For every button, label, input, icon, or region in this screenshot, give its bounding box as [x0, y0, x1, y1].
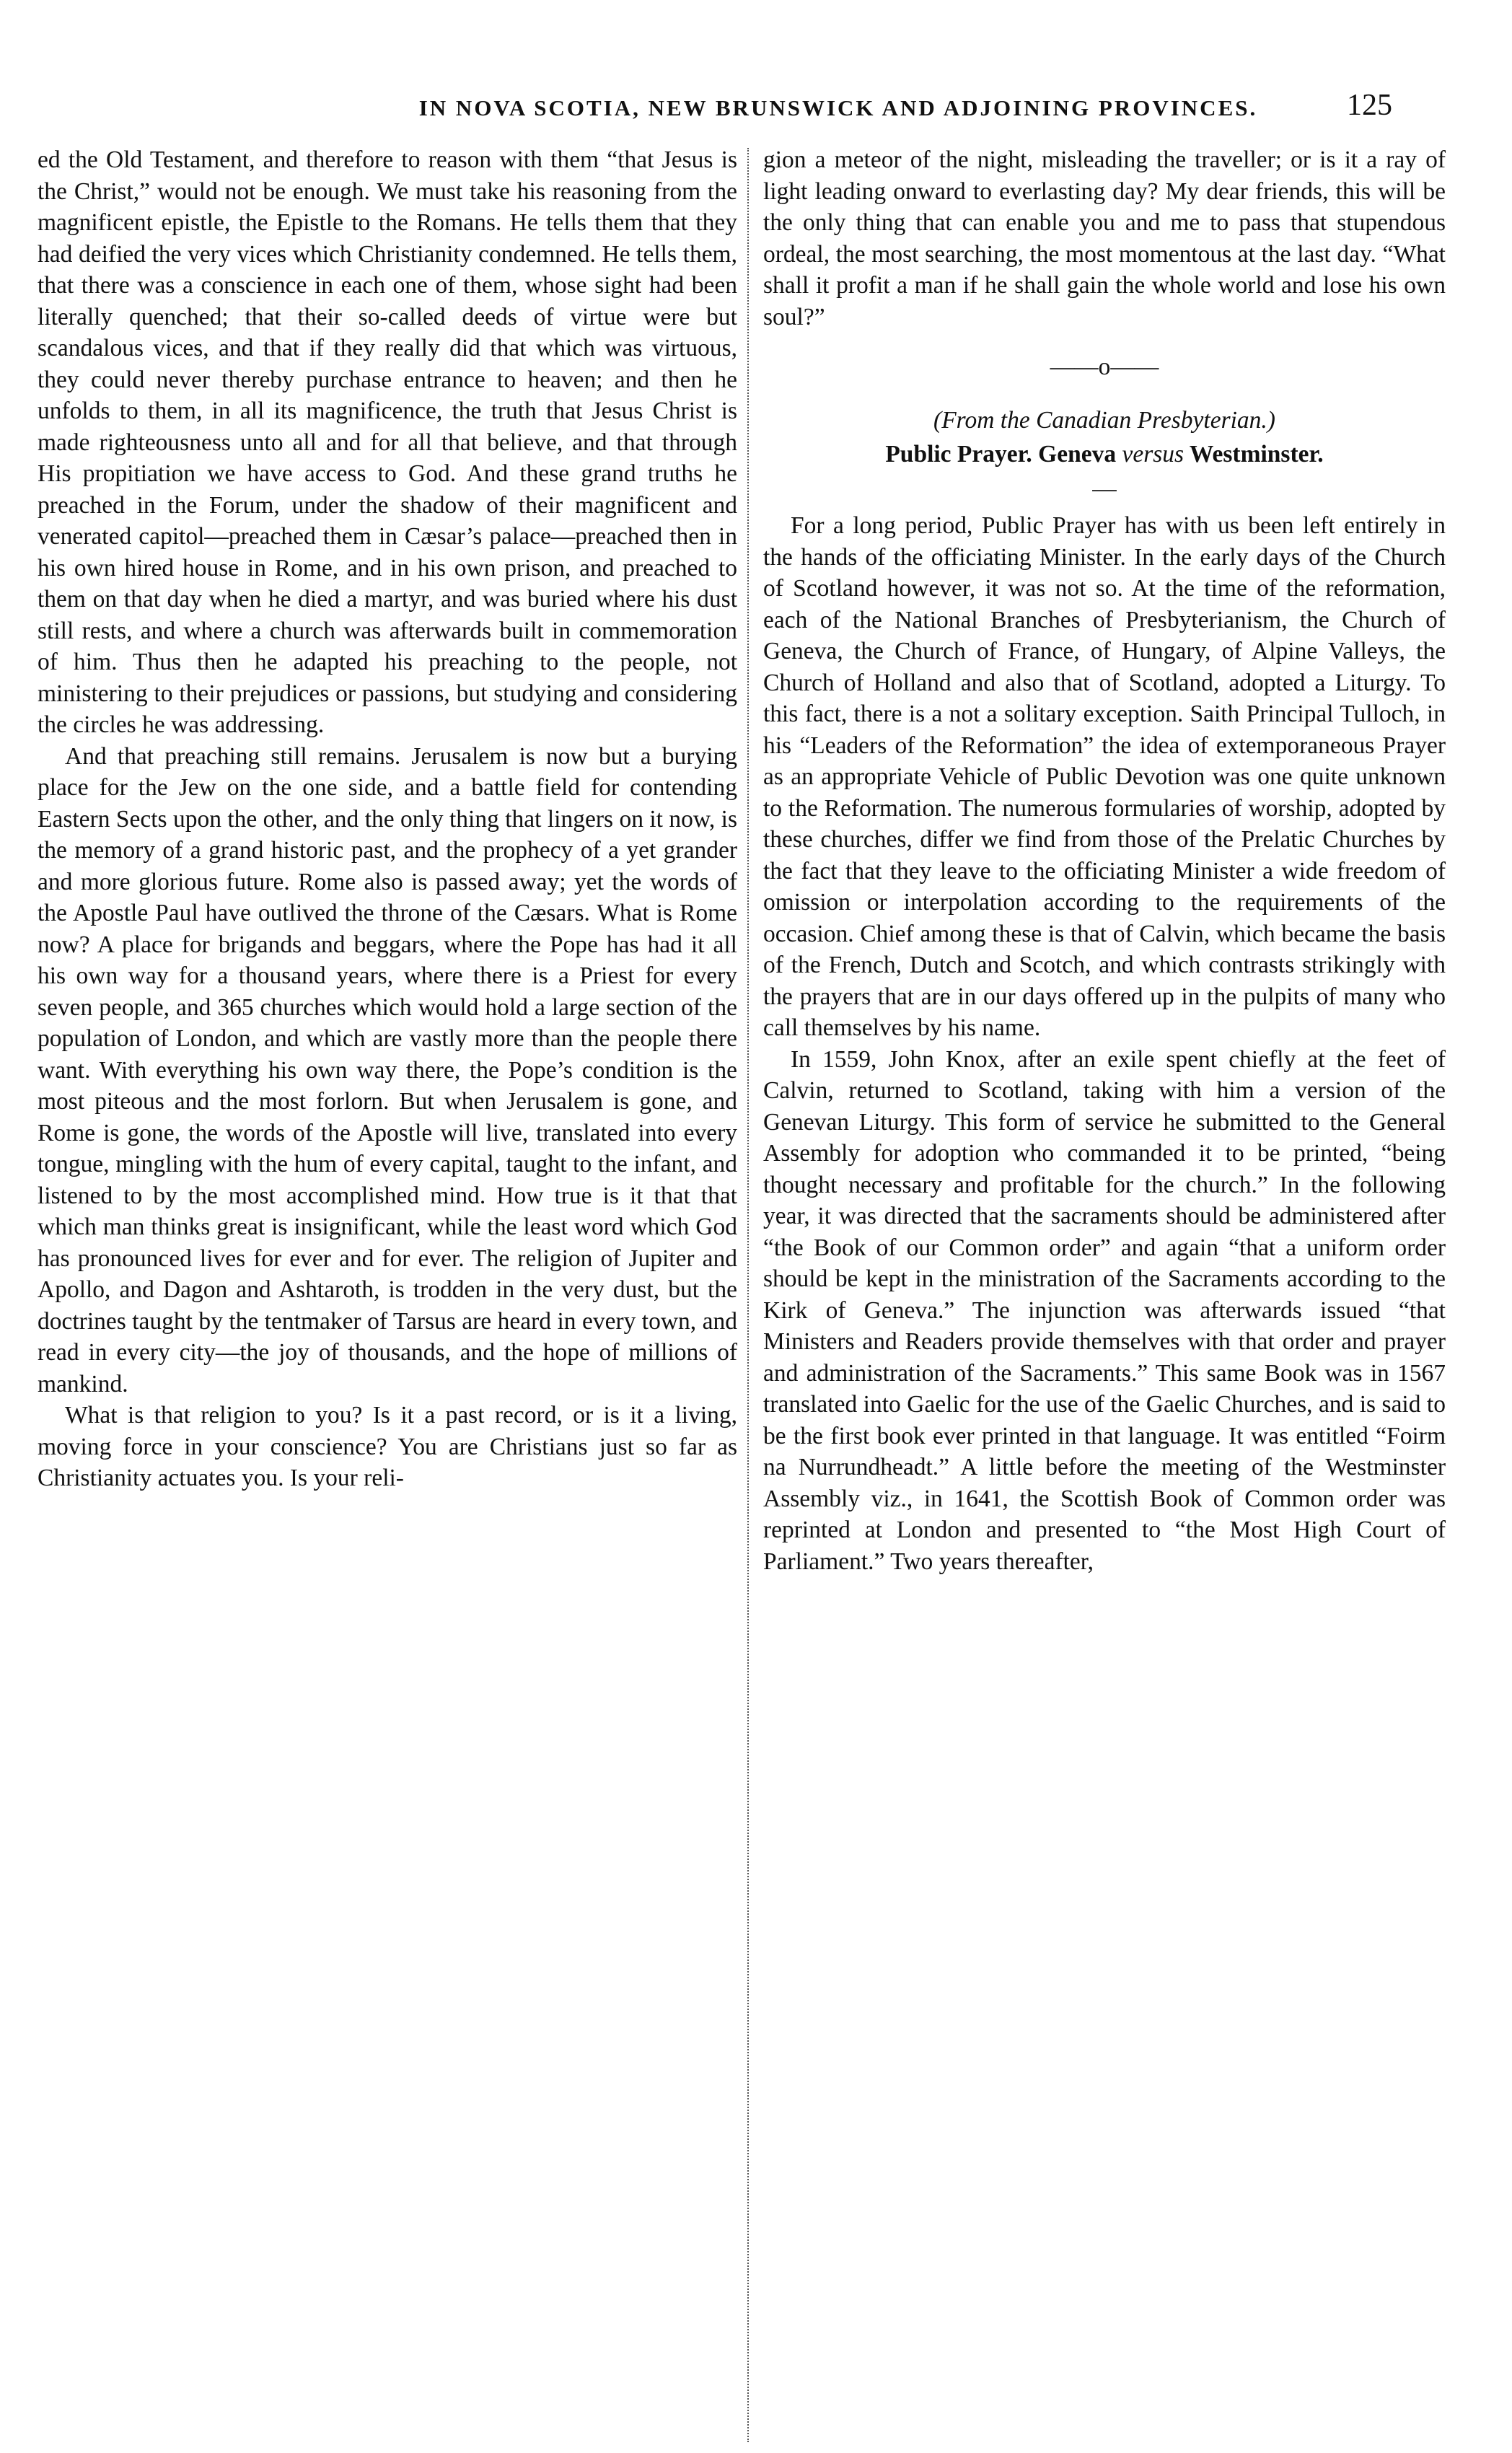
right-column — [763, 144, 1446, 1577]
paragraph: For a long period, Public Prayer has with us been left entirely in the hands of the officiating Minister. In the early days of the Church of Scotland however, it was not so. At the time of the reformation, each of the National Branches of Presbyterianism, the Church of Geneva, the Church of France, of Hungary, of Alpine Valleys, the Church of Holland and also that of Scotland, adopted a Liturgy. To this fact, there is a not a solitary exception. Saith Principal Tulloch, in his “Leaders of the Reformation” the idea of extemporaneous Prayer as an appropriate Vehicle of Public Devotion was one quite unknown to the Reformation. The numerous formularies of worship, adopted by these churches, differ we find from those of the Prelatic Churches by the fact that they leave to the officiating Minister a wide freedom of omission or interpolation according to the requirements of the occasion. Chief among these is that of Calvin, which became the basis of the French, Dutch and Scotch, and which contrasts strikingly with the prayers that are in our days offered up in the pulpits of many who call themselves by his name. — [763, 512, 1446, 1041]
running-title: IN NOVA SCOTIA, NEW BRUNSWICK AND ADJOINING PROVINCES. — [418, 95, 1258, 120]
heading-text: Westminster. — [1184, 441, 1324, 468]
heading-text: Public Prayer. Geneva — [885, 441, 1122, 468]
heading-rule: — — [1092, 475, 1117, 502]
paragraph: And that preaching still remains. Jerusalem is now but a burying place for the Jew on the one side, and a battle field for contending Eastern Sects upon the other, and the only thing that lingers on it now, is the memory of a grand historic past, and the prophecy of a yet grander and more glorious future. Rome also is passed away; yet the words of the Apostle Paul have outlived the throne of the Cæsars. What is Rome now? A place for brigands and beggars, where the Pope has had it all his own way for a thousand years, where there is a Priest for every seven people, and 365 churches which would hold a large section of the population of London, and which are vastly more than the people there want. With everything his own way there, the Pope’s condition is the most piteous and the most forlorn. But when Jerusalem is gone, and Rome is gone, the words of the Apostle will live, translated into every tongue, mingling with the hum of every capital, taught to the infant, and listened to by the most accomplished mind. How true is it that that which man thinks great is insignificant, while the least word which God has pronounced lives for ever and for ever. The religion of Jupiter and Apollo, and Dagon and Ashtaroth, is trodden in the very dust, but the doctrines taught by the tentmaker of Tarsus are heard in every town, and read in every city—the joy of thousands, and the hope of millions of mankind. — [38, 742, 737, 1397]
column-divider — [747, 148, 749, 2442]
page-number: 125 — [1347, 89, 1392, 122]
paragraph: gion a meteor of the night, misleading the traveller; or is it a ray of light leading onward to everlasting day? My dear friends, this will be the only thing that can enable you and me to pass that stupendous ordeal, the most searching, the most momentous at the last day. “What shall it profit a man if he shall gain the whole world and lose his own soul?” — [763, 146, 1446, 330]
article-source: (From the Canadian Presbyterian.) — [933, 406, 1275, 434]
section-divider: ——o—— — [1050, 354, 1159, 380]
paragraph: In 1559, John Knox, after an exile spent chiefly at the feet of Calvin, returned to Scotland, taking with him a version of the Genevan Liturgy. This form of service he submitted to the General Assembly for adoption who commanded it to be printed, “being thought necessary and profitable for the church.” In the following year, it was directed that the sacraments should be administered after “the Book of our Common order” and again “that a uniform order should be kept in the ministration of the Sacraments according to the Kirk of Geneva.” The injunction was afterwards issued “that Ministers and Readers provide themselves with that order and prayer and administration of the Sacraments.” This same Book was in 1567 translated into Gaelic for the use of the Gaelic Churches, and is said to be the first book ever printed in that language. It was entitled “Foirm na Nurrundheadt.” A little before the meeting of the Westminster Assembly viz., in 1641, the Scottish Book of Common order was reprinted at London and presented to “the Most High Court of Parliament.” Two years thereafter, — [763, 1045, 1446, 1575]
article-heading — [763, 439, 1446, 470]
paragraph: What is that religion to you? Is it a past record, or is it a living, moving force in your conscience? You are Christians just so far as Christianity actuates you. Is your reli- — [38, 1402, 737, 1491]
heading-versus: versus — [1122, 441, 1184, 468]
left-column — [38, 144, 737, 1494]
paragraph: ed the Old Testament, and therefore to reason with them “that Jesus is the Christ,” would not be enough. We must take his reasoning from the magnificent epistle, the Epistle to the Romans. He tells them that they had deified the very vices which Christianity condemned. He tells them, that there was a conscience in each one of them, whose sight had been literally quenched; that their so-called deeds of virtue were but scandalous vices, and that if they really did that which was virtuous, they could never thereby purchase entrance to heaven; and then he unfolds to them, in all its magnificence, the truth that Jesus Christ is made righteousness unto all and for all that believe, and that through His propitiation we have access to God. And these grand truths he preached in the Forum, under the shadow of their magnificent and venerated capitol—preached them in Cæsar’s palace—preached then in his own hired house in Rome, and in his own prison, and preached to them on that day when he died a martyr, and was buried where his dust still rests, and where a church was afterwards built in commemoration of him. Thus then he adapted his preaching to the people, not ministering to their prejudices or passions, but studying and considering the circles he was addressing. — [38, 146, 737, 738]
